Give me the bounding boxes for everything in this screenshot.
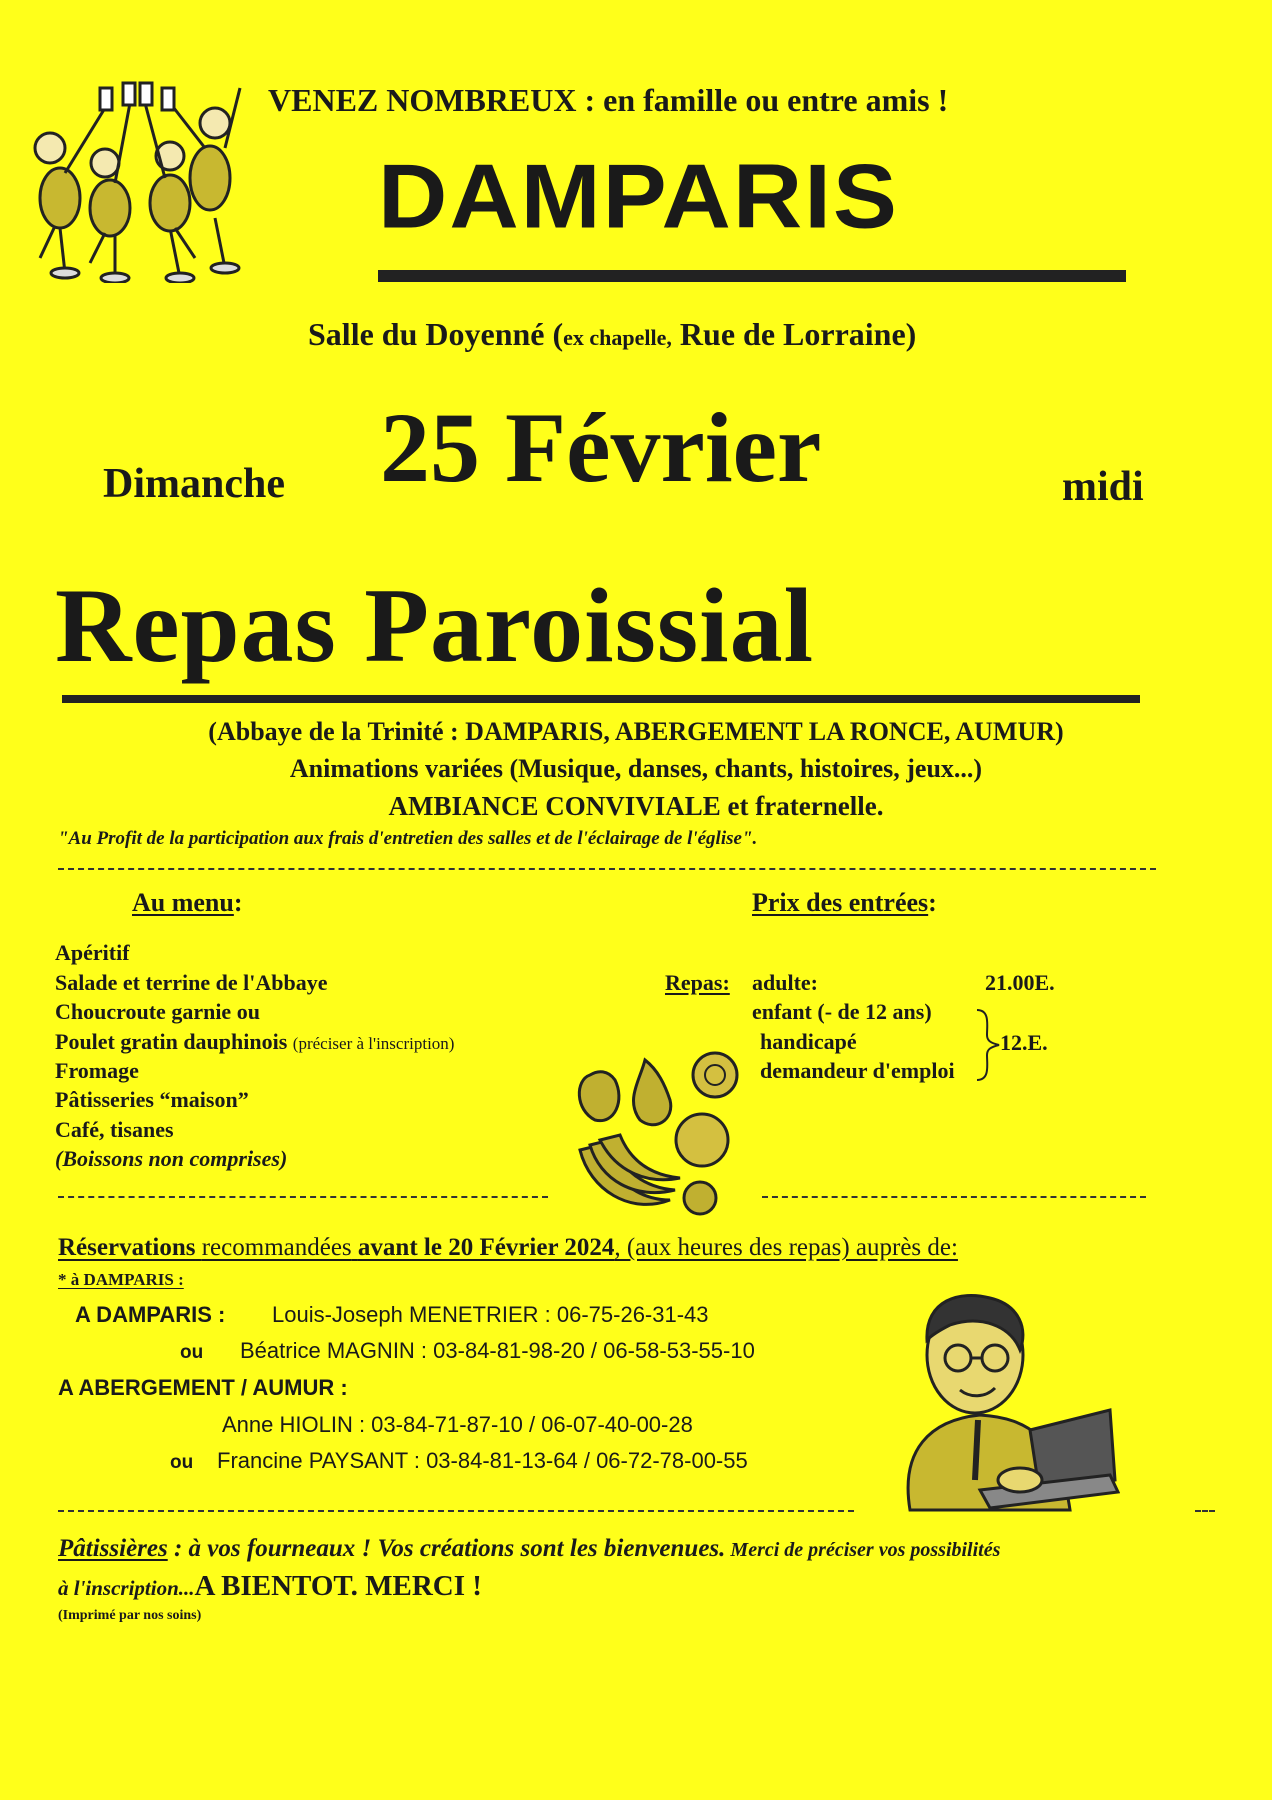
reservations-intro-mid: recommandées	[201, 1234, 352, 1261]
fruits-clipart-icon	[570, 1040, 745, 1220]
event-line2: Animations variées (Musique, danses, chants, histoires, jeux...)	[289, 754, 983, 783]
prices-label	[665, 970, 730, 996]
footer-line2	[58, 1570, 482, 1603]
footer-bakers-small: Merci de préciser vos possibilités	[725, 1539, 1001, 1561]
contact-magnin: Béatrice MAGNIN : 03-84-81-98-20 / 06-58-53-55-10	[240, 1338, 755, 1363]
price-adult-value: 21.00E.	[985, 970, 1055, 995]
prices-label-text: Repas:	[665, 970, 730, 995]
price-jobseeker-label: demandeur d'emploi	[760, 1058, 955, 1083]
contact-menetrier: Louis-Joseph MENETRIER : 06-75-26-31-43	[272, 1302, 709, 1327]
menu-heading-colon: :	[233, 888, 243, 917]
price-disabled-label: handicapé	[760, 1029, 857, 1054]
menu-item: (Boissons non comprises)	[55, 1146, 288, 1171]
footer-bakers	[58, 1535, 1000, 1563]
venue-street: Rue de Lorraine)	[679, 316, 917, 352]
event-line4: "Au Profit de la participation aux frais d'entretien des salles et de l'éclairage de l'église".	[58, 828, 758, 849]
town-underline	[378, 270, 1126, 282]
menu-heading	[132, 888, 243, 918]
prices-heading-colon: :	[928, 888, 937, 917]
damparis-heading-text: * à DAMPARIS :	[58, 1270, 184, 1289]
event-line1: (Abbaye de la Trinité : DAMPARIS, ABERGEMENT LA RONCE, AUMUR)	[208, 717, 1064, 746]
event-day: Dimanche	[103, 461, 285, 507]
price-child-label: enfant (- de 12 ans)	[752, 999, 932, 1024]
or-label: ou	[180, 1342, 204, 1363]
footer-printed: (Imprimé par nos soins)	[58, 1608, 202, 1623]
menu-item: Salade et terrine de l'Abbaye	[55, 970, 328, 995]
event-time: midi	[1062, 464, 1144, 510]
event-date: 25 Février	[380, 392, 822, 503]
menu-heading-text: Au menu	[132, 888, 234, 917]
event-title-underline	[62, 695, 1140, 703]
menu-item: Pâtisseries “maison”	[55, 1087, 249, 1112]
prices-heading	[752, 888, 937, 918]
or-label: ou	[170, 1452, 194, 1473]
menu-item-poulet: Poulet gratin dauphinois	[55, 1029, 288, 1054]
divider-bottom	[58, 1510, 854, 1512]
divider-menu-right	[762, 1196, 1146, 1198]
abergement-label: A ABERGEMENT / AUMUR :	[58, 1375, 348, 1400]
man-laptop-clipart-icon	[880, 1280, 1120, 1515]
divider-top	[58, 868, 1156, 870]
friends-toasting-clipart-icon	[20, 78, 255, 283]
damparis-label: A DAMPARIS :	[75, 1302, 226, 1327]
footer-line2-big: A BIENTOT. MERCI !	[194, 1570, 482, 1602]
footer-bakers-rest: : à vos fourneaux ! Vos créations sont les bienvenues.	[167, 1535, 726, 1562]
divider-bottom-end	[1195, 1510, 1215, 1512]
reservations-intro-bold2: avant le 20 Février 2024	[357, 1234, 615, 1261]
venue-small: ex chapelle,	[563, 325, 672, 350]
menu-item: Café, tisanes	[55, 1117, 174, 1142]
event-title: Repas Paroissial	[55, 567, 815, 684]
town-title: DAMPARIS	[378, 145, 899, 248]
damparis-heading	[58, 1270, 184, 1290]
price-adult-label: adulte:	[752, 970, 818, 995]
footer-line2-small: à l'inscription...	[58, 1576, 195, 1600]
venue-main: Salle du Doyenné	[308, 316, 545, 352]
contact-hiolin: Anne HIOLIN : 03-84-71-87-10 / 06-07-40-00-28	[222, 1412, 693, 1437]
event-line3: AMBIANCE CONVIVIALE et fraternelle.	[388, 791, 884, 821]
menu-item: Apéritif	[55, 940, 130, 965]
reservations-intro-bold1: Réservations	[58, 1234, 196, 1261]
venue	[308, 316, 916, 353]
reservations-intro-end: , (aux heures des repas) auprès de:	[614, 1234, 958, 1261]
contact-paysant: Francine PAYSANT : 03-84-81-13-64 / 06-72-78-00-55	[217, 1448, 748, 1473]
divider-menu-left	[58, 1196, 548, 1198]
reservations-intro	[58, 1234, 958, 1262]
menu-item-poulet-note: (préciser à l'inscription)	[292, 1034, 455, 1053]
menu-item	[55, 1029, 454, 1055]
venue-open: (	[552, 316, 564, 352]
tagline: VENEZ NOMBREUX : en famille ou entre amis !	[268, 82, 949, 118]
price-reduced-value: 12.E.	[1000, 1030, 1048, 1055]
footer-bakers-word: Pâtissières	[58, 1535, 168, 1562]
menu-item: Fromage	[55, 1058, 139, 1083]
prices-heading-text: Prix des entrées	[752, 888, 929, 917]
menu-item: Choucroute garnie ou	[55, 999, 260, 1024]
